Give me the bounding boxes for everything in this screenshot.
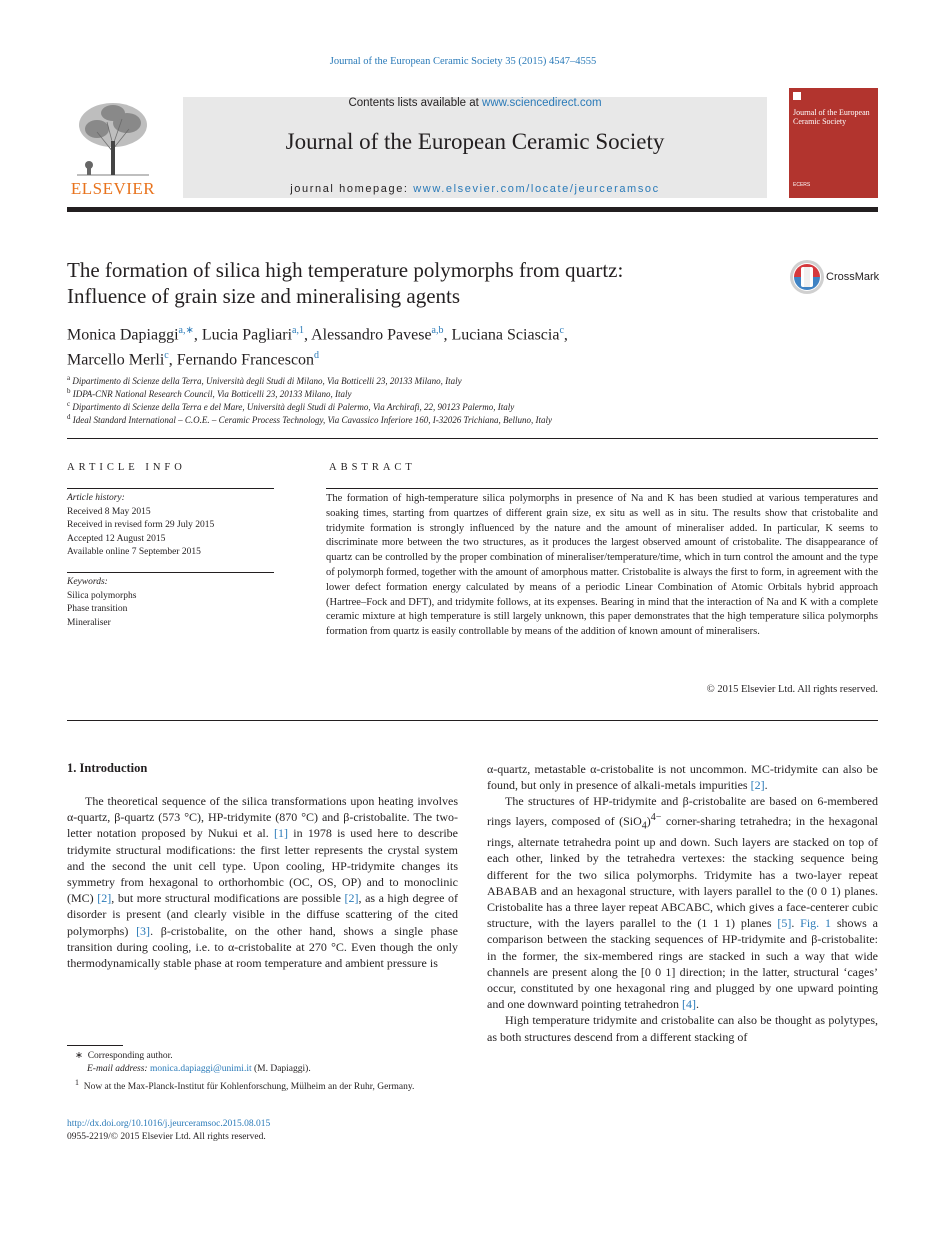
keywords: Keywords: Silica polymorphs Phase transition Mineraliser — [67, 576, 274, 630]
journal-header-band — [183, 97, 767, 198]
author-name[interactable]: Marcello Merli — [67, 351, 165, 369]
citation-link[interactable]: [2] — [750, 778, 765, 793]
affiliation: $^d$ Ideal Standard International – C.O.E. – Ceramic Process Technology, Via Cavassico Inferiore 160, I-32026 Trichiana, Belluno, Italy — [67, 413, 552, 425]
sciencedirect-link[interactable]: www.sciencedirect.com — [482, 97, 602, 109]
citation-link[interactable]: [4] — [681, 997, 696, 1012]
citation-link[interactable]: [1] — [274, 826, 288, 841]
divider — [67, 488, 274, 489]
footnotes: ∗ Corresponding author. E-mail address: monica.dapiaggi@unimi.it (M. Dapiaggi). $^1$ Now at the Max-Planck-Institut für Kohlenforschung, Mülheim an der Ruhr, Germany. — [75, 1051, 415, 1093]
history-item: Accepted 12 August 2015 — [67, 533, 166, 544]
citation-link[interactable]: [5] — [777, 916, 792, 931]
citation-link[interactable]: [3] — [136, 923, 151, 938]
body-left-column — [67, 793, 458, 971]
doi-link[interactable]: http://dx.doi.org/10.1016/j.jeurceramsoc.2015.08.015 — [67, 1119, 271, 1129]
paragraph: α-quartz, metastable α-cristobalite is not uncommon. MC-tridymite can also be found, but only in presence of alkali-metals impurities [2]. — [487, 762, 878, 793]
author-name[interactable]: Lucia Pagliari — [201, 326, 293, 344]
abstract-heading: ABSTRACT — [329, 462, 416, 473]
paragraph: The structures of HP-tridymite and β-cristobalite are based on 6-membered rings layers, composed of $(SiO_4)^{4-}$ corner-sharing tetrahedra; in the hexagonal rings, alternate tetrahedra point up and down. Such layers are stacked on top of each other, linked by the tetrahedra vertexes: the stacking sequence being different for the two silica polymorphs. Tridymite has a two-layer repeat ABABAB and an hexagonal structure, with layers parallel to the (0 0 1) planes. Cristobalite has a three layer repeat ABCABC, which gives a face-centerer cubic structure, with the layers parallel to the (1 1 1) planes [5]. Fig. 1 shows a comparison between the stacking sequences of HP-tridymite and β-cristobalite: in the former, the six-membered rings are stacked in such a way that wide channels are present along the [0 0 1] direction; in the latter, structural ‘cages’ occur, constituted by one hexagonal ring and plugged by one upward pointing and one downward pointing tetrahedron [4]. — [487, 794, 878, 1012]
affiliation: $^a$ Dipartimento di Scienze della Terra, Università degli Studi di Milano, Via Botticelli 23, 20133 Milano, Italy — [67, 374, 462, 386]
issn-copyright: 0955-2219/© 2015 Elsevier Ltd. All rights reserved. — [67, 1132, 266, 1142]
elsevier-logo — [67, 97, 159, 198]
crossmark-badge[interactable] — [789, 259, 884, 295]
footnote-rule — [67, 1045, 123, 1046]
crossmark-icon — [789, 259, 825, 295]
citation-link[interactable]: [2] — [344, 891, 359, 906]
divider — [67, 572, 274, 573]
divider — [67, 720, 878, 721]
contents-available: Contents lists available at www.sciencedirect.com — [348, 97, 602, 109]
affiliation: $^c$ Dipartimento di Scienze della Terra e del Mare, Università degli Studi di Palermo, Via Archirafi, 22, 90123 Palermo, Italy — [67, 400, 515, 412]
keyword: Silica polymorphs — [67, 590, 137, 601]
cover-logo-icon — [793, 92, 801, 100]
article-info-heading: ARTICLE INFO — [67, 462, 186, 473]
section-title: 1. Introduction — [67, 761, 148, 775]
history-item: Received 8 May 2015 — [67, 506, 151, 517]
keyword: Mineraliser — [67, 617, 111, 628]
history-item: Available online 7 September 2015 — [67, 547, 201, 557]
history-item: Received in revised form 29 July 2015 — [67, 520, 215, 530]
body-right-column — [487, 761, 878, 1045]
author-name[interactable]: Monica Dapiaggi — [67, 326, 179, 344]
keyword: Phase transition — [67, 604, 128, 614]
divider — [67, 438, 878, 439]
abstract-text: The formation of high-temperature silica polymorphs in presence of Na and K has been studied at various temperatures and soaking times, starting from quartzes of different grain size, ex situ as well as in situ. The results show that cristobalite and tridymite formation is strongly influenced by the nature and the amount of mineraliser added. In particular, K seems to discriminate more between the two structures, as it produces the largest observed amount of cristobalite. The disappearance of quartz can be controlled by the proper combination of mineraliser/temperature/time, which in turn control the amount and the type of polymorph formed, together with the amount of amorphous matter. Cristobalite is always the first to form, in agreement with the lower defect formation energy calculated by means of a periodic Linear Combination of Atomic Orbitals hybrid approach (Hartree–Fock and DFT), and tridymite follows, at its expenses. Bearing in mind that the interaction of Na and K with a complete ceramic mixture at high temperature is still largely unknown, this paper demonstrates that the high temperature silica polymorphs formation from quartz is easily controllable by means of the addition of known amount of mineralisers. — [326, 493, 878, 638]
cover-title: Journal of the European Ceramic Society — [793, 108, 870, 126]
author-name[interactable]: Luciana Sciascia — [451, 326, 560, 344]
email-link[interactable]: monica.dapiaggi@unimi.it — [149, 1064, 252, 1074]
homepage-link[interactable]: www.elsevier.com/locate/jeurceramsoc — [413, 183, 660, 195]
article-title: The formation of silica high temperature polymorphs from quartz: Influence of grain size and mineralising agents — [67, 258, 624, 308]
crossmark-label: CrossMark — [826, 271, 880, 283]
article-history: Article history: Received 8 May 2015 Received in revised form 29 July 2015 Accepted 12 August 2015 Available online 7 September 2015 — [67, 492, 274, 560]
publisher-name: ELSEVIER — [70, 179, 156, 198]
journal-cover[interactable] — [789, 88, 878, 198]
journal-reference[interactable]: Journal of the European Ceramic Society 35 (2015) 4547–4555 — [329, 56, 597, 67]
header-rule — [67, 207, 878, 212]
abstract-copyright: © 2015 Elsevier Ltd. All rights reserved. — [706, 684, 878, 695]
divider — [326, 488, 878, 489]
citation-link[interactable]: [2] — [97, 891, 112, 906]
author-name[interactable]: Fernando Francescon — [176, 351, 315, 369]
figure-link[interactable]: Fig. 1 — [800, 916, 832, 931]
journal-homepage: journal homepage: www.elsevier.com/locate/jeurceramsoc — [290, 183, 660, 195]
paragraph: High temperature tridymite and cristobalite can also be thought as polytypes, as both structures descend from a different stacking of — [487, 1013, 878, 1044]
affiliation: $^b$ IDPA-CNR National Research Council, Via Botticelli 23, 20133 Milano, Italy — [67, 387, 352, 399]
journal-title: Journal of the European Ceramic Society — [285, 129, 665, 154]
paragraph: The theoretical sequence of the silica transformations upon heating involves α-quartz, β-quartz (573 °C), HP-tridymite (870 °C) and β-cristobalite. The two-letter notation proposed by Nukui et al. [1] in 1978 is used here to describe tridymite structural modifications: the first letter represents the crystal system and the second the unit cell type. Upon cooling, HP-tridymite changes its symmetry from hexagonal to orthorhombic (OC, OS, OP) and to monoclinic (MC) [2], but more structural modifications are possible [2], as a high degree of disorder is present (and clearly visible in the diffuse scattering of the cited polymorphs) [3]. β-cristobalite, on the other hand, shows a single phase transition during cooling, i.e. to α-cristobalite at 270 °C. Even though the only thermodynamically stable phase at room temperature and ambient pressure is — [67, 794, 458, 971]
cover-edition: ECERS — [793, 182, 811, 188]
author-name[interactable]: Alessandro Pavese — [311, 326, 432, 344]
author-list: Monica Dapiaggi$^{a,∗}$, Lucia Pagliari$^{a,1}$, Alessandro Pavese$^{a,b}$, Luciana Sciascia$^c$, Marcello Merli$^c$, Fernando Francescon$^d$ — [67, 325, 568, 369]
